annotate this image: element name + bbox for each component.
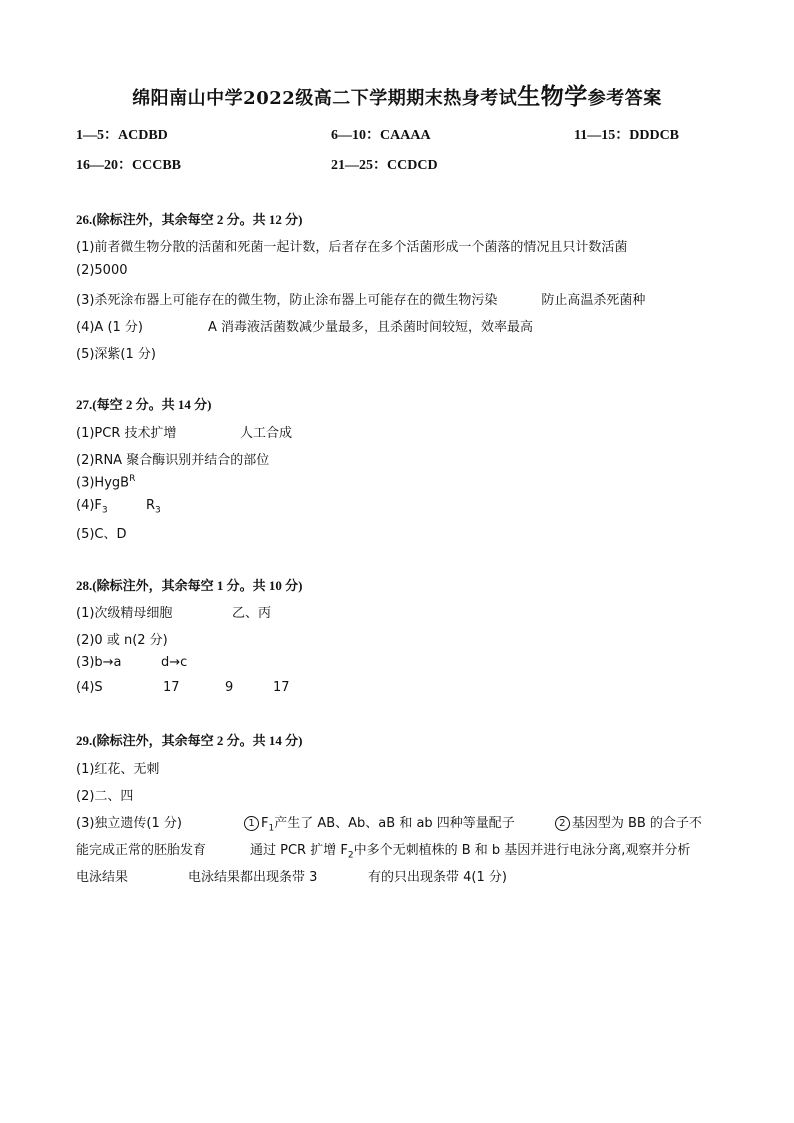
q29-answer-1: (1)红花、无刺	[76, 762, 160, 777]
q27-answer-1: (1)PCR 技术扩增 人工合成	[76, 426, 293, 441]
q27-answer-3: (3)HygB$^R$	[76, 474, 136, 491]
q28-header: 28.(除标注外，其余每空 1 分。共 10 分)	[76, 578, 303, 593]
q29-answer-2: (2)二、四	[76, 789, 134, 804]
mc-answer-6-10: 6—10：CAAAA	[331, 128, 431, 143]
mc-answer-16-20: 16—20：CCCBB	[76, 158, 182, 173]
q29-answer-3-cont: 能完成正常的胚胎发育 通过 PCR 扩增 $F_2$中多个无刺植株的 B 和 b 基因并进行电泳分离,观察并分析	[76, 843, 691, 861]
q29-header: 29.(除标注外，其余每空 2 分。共 14 分)	[76, 733, 303, 748]
circled-number-2: 2	[555, 816, 570, 831]
q28-answer-1: (1)次级精母细胞 乙、丙	[76, 606, 272, 621]
q28-answer-2: (2)0 或 n(2 分)	[76, 633, 168, 648]
mc-answer-11-15: 11—15：DDDCB	[574, 128, 680, 143]
q26-answer-4: (4)A (1 分) A 消毒液活菌数减少量最多，且杀菌时间较短，效率最高	[76, 320, 534, 335]
q26-answer-2: (2)5000	[76, 263, 128, 278]
q27-answer-4: $(4)F_3$ $R_3$	[76, 498, 161, 516]
q26-header: 26.(除标注外，其余每空 2 分。共 12 分)	[76, 212, 303, 227]
circled-number-1: 1	[244, 816, 259, 831]
q29-answer-3: (3)独立遗传(1 分) 1 $F_1$产生了 AB、Ab、aB 和 ab 四种等量配子 2 基因型为 BB 的合子不	[76, 816, 702, 834]
title-subject: 生物学	[517, 83, 588, 110]
q28-answer-4: (4)S 17 9 17	[76, 680, 290, 695]
q26-answer-5: (5)深紫(1 分)	[76, 347, 156, 362]
q27-header: 27.(每空 2 分。共 14 分)	[76, 397, 212, 412]
q29-answer-3-cont2: 电泳结果 电泳结果都出现条带 3 有的只出现条带 4(1 分)	[76, 870, 507, 885]
mc-answer-1-5: 1—5：ACDBD	[76, 128, 168, 143]
q26-answer-1: (1)前者微生物分散的活菌和死菌一起计数，后者存在多个活菌形成一个菌落的情况且只计数活菌	[76, 240, 628, 255]
title-main: 绵阳南山中学2022级高二下学期期末热身考试	[132, 88, 518, 109]
q26-answer-3: (3)杀死涂布器上可能存在的微生物，防止涂布器上可能存在的微生物污染 防止高温杀死菌种	[76, 293, 646, 308]
q28-answer-3: (3)b→a d→c	[76, 655, 188, 670]
mc-answer-21-25: 21—25：CCDCD	[331, 158, 438, 173]
page-title	[0, 78, 794, 111]
title-suffix: 参考答案	[587, 88, 662, 109]
q27-answer-2: (2)RNA 聚合酶识别并结合的部位	[76, 453, 270, 468]
q27-answer-5: (5)C、D	[76, 527, 127, 542]
